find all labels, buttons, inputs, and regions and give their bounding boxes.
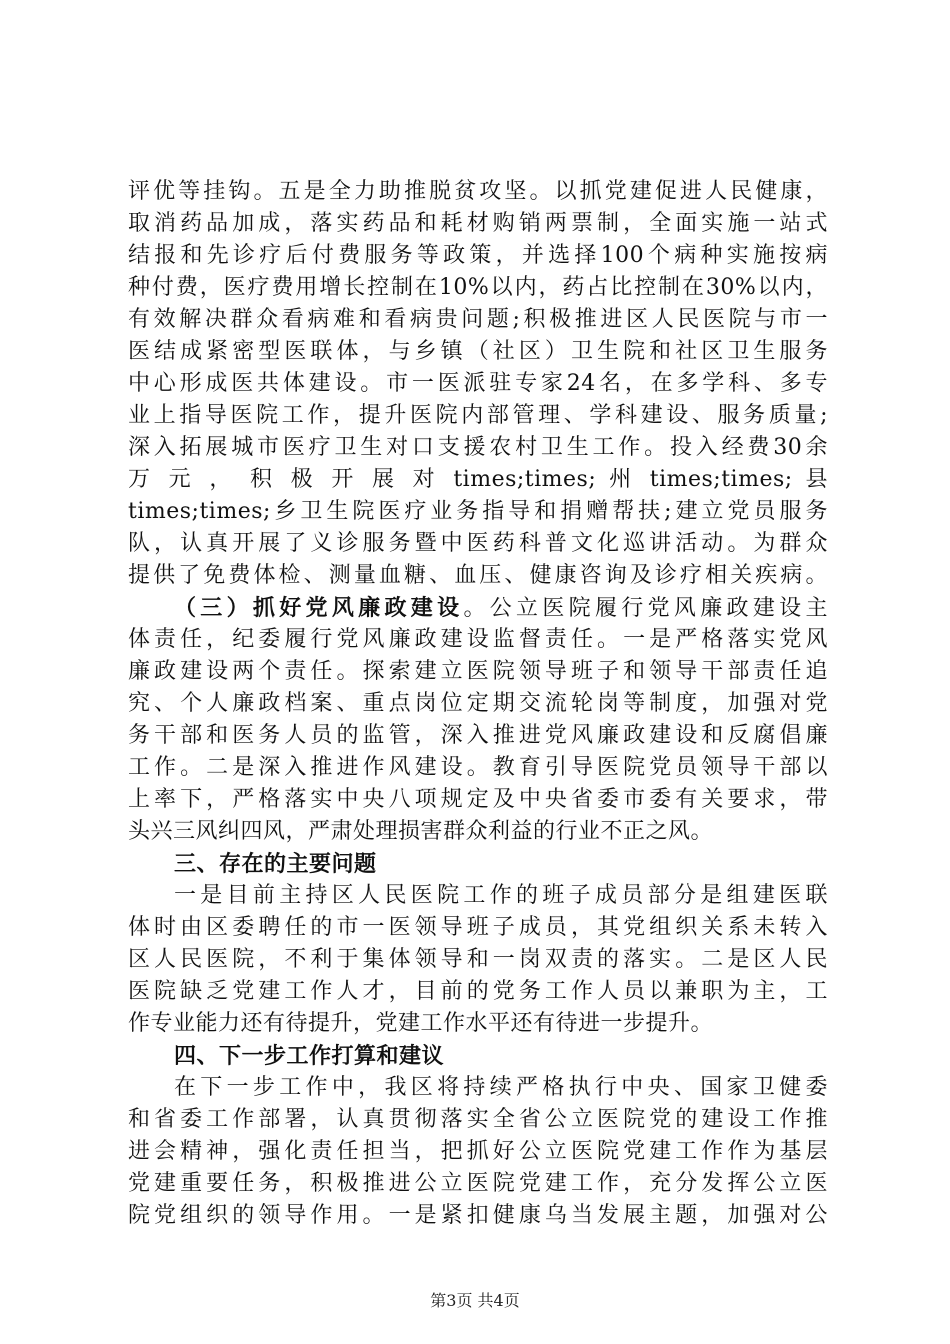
document-body xyxy=(128,176,828,1232)
problems-line: 区人民医院，不利于集体领导和一岗双责的落实。二是区人民 xyxy=(128,947,828,972)
body-line: 队，认真开展了义诊服务暨中医药科普文化巡讲活动。为群众 xyxy=(128,531,828,556)
section3-first-line-rest: 。公立医院履行党风廉政建设主 xyxy=(463,596,828,621)
body-line: 种付费，医疗费用增长控制在10%以内，药占比控制在30%以内， xyxy=(128,275,828,300)
body-line: 评优等挂钩。五是全力助推脱贫攻坚。以抓党建促进人民健康， xyxy=(128,179,828,204)
body-line: 取消药品加成，落实药品和耗材购销两票制，全面实施一站式 xyxy=(128,211,828,236)
body-line: 万 元 ， 积 极 开 展 对 times;times; 州 times;times; 县 xyxy=(128,467,828,492)
body-line: 业上指导医院工作，提升医院内部管理、学科建设、服务质量; xyxy=(128,403,828,428)
body-line: 有效解决群众看病难和看病贵问题;积极推进区人民医院与市一 xyxy=(128,307,828,332)
section3-line: 廉政建设两个责任。探索建立医院领导班子和领导干部责任追 xyxy=(128,659,828,684)
problems-line: 体时由区委聘任的市一医领导班子成员，其党组织关系未转入 xyxy=(128,915,828,940)
problems-line: 一是目前主持区人民医院工作的班子成员部分是组建医联 xyxy=(174,883,828,908)
problems-line: 作专业能力还有待提升，党建工作水平还有待进一步提升。 xyxy=(128,1011,714,1036)
section3-line: 头兴三风纠四风，严肃处理损害群众利益的行业不正之风。 xyxy=(128,819,714,844)
plan-line: 进会精神，强化责任担当，把抓好公立医院党建工作作为基层 xyxy=(128,1139,828,1164)
body-line: 医结成紧密型医联体，与乡镇（社区）卫生院和社区卫生服务 xyxy=(128,339,828,364)
body-line: 结报和先诊疗后付费服务等政策，并选择100个病种实施按病 xyxy=(128,243,828,268)
body-line: times;times;乡卫生院医疗业务指导和捐赠帮扶;建立党员服务 xyxy=(128,499,828,524)
heading-next-steps: 四、下一步工作打算和建议 xyxy=(174,1043,445,1069)
section3-line: 工作。二是深入推进作风建设。教育引导医院党员领导干部以 xyxy=(128,755,828,780)
section3-line: 体责任，纪委履行党风廉政建设监督责任。一是严格落实党风 xyxy=(128,627,828,652)
section3-title: （三）抓好党风廉政建设 xyxy=(174,595,464,621)
section3-line: 上率下，严格落实中央八项规定及中央省委市委有关要求，带 xyxy=(128,787,828,812)
problems-line: 医院缺乏党建工作人才，目前的党务工作人员以兼职为主，工 xyxy=(128,979,828,1004)
plan-line: 党建重要任务，积极推进公立医院党建工作，充分发挥公立医 xyxy=(128,1171,828,1196)
section3-line: 务干部和医务人员的监管，深入推进党风廉政建设和反腐倡廉 xyxy=(128,723,828,748)
heading-problems: 三、存在的主要问题 xyxy=(174,851,377,877)
body-line: 提供了免费体检、测量血糖、血压、健康咨询及诊疗相关疾病。 xyxy=(128,563,828,588)
plan-line: 院党组织的领导作用。一是紧扣健康乌当发展主题，加强对公 xyxy=(128,1203,828,1228)
plan-line: 在下一步工作中，我区将持续严格执行中央、国家卫健委 xyxy=(174,1075,828,1100)
body-line: 中心形成医共体建设。市一医派驻专家24名，在多学科、多专 xyxy=(128,371,828,396)
plan-line: 和省委工作部署，认真贯彻落实全省公立医院党的建设工作推 xyxy=(128,1107,828,1132)
section3-first-line xyxy=(128,592,828,624)
page-footer: 第3页 共4页 xyxy=(430,1291,520,1310)
section3-line: 究、个人廉政档案、重点岗位定期交流轮岗等制度，加强对党 xyxy=(128,691,828,716)
body-line: 深入拓展城市医疗卫生对口支援农村卫生工作。投入经费30余 xyxy=(128,435,828,460)
